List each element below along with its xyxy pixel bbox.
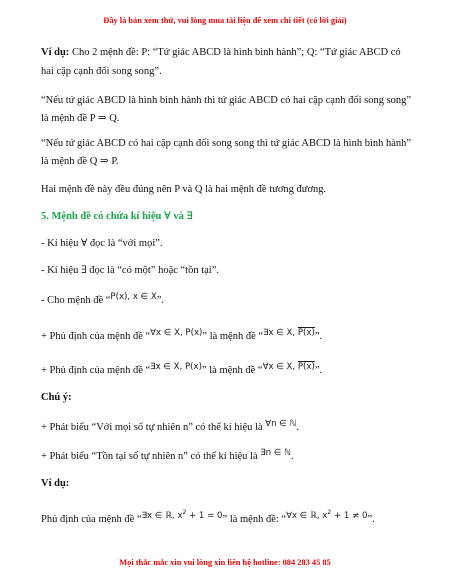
example1-line2: hai cặp cạnh đối song song”. <box>41 66 162 77</box>
hotline-banner: Mọi thắc mắc xin vui lòng xin liên hệ hotline: 084 283 45 85 <box>119 558 331 567</box>
note-line2-formula: ∃n ∈ ℕ <box>260 448 291 458</box>
bullet-exists: - Kí hiệu ∃ đọc là “có một” hoặc “tồn tại”. <box>41 265 220 276</box>
negation1-result-formula <box>263 327 315 340</box>
note-line1-end: . <box>296 422 300 433</box>
bullet-forall: - Kí hiệu ∀ đọc là “với mọi”. <box>41 238 163 249</box>
example2-formula2-b: + 1 ≠ 0 <box>331 511 368 521</box>
note-line1 <box>41 421 299 435</box>
section5-heading: 5. Mệnh đề có chứa kí hiệu ∀ và ∃ <box>41 211 193 222</box>
negation2 <box>41 364 322 378</box>
given-formula: P(x), x ∈ X <box>110 292 157 302</box>
example2-line <box>41 510 375 527</box>
given-prefix: - Cho mệnh đề “ <box>41 295 111 306</box>
negation1-result-a: ∃x ∈ X, <box>263 328 298 338</box>
negation1-mid: ” là mệnh đề “ <box>202 331 264 342</box>
para1-line1: “Nếu tứ giác ABCD là hình bình hành thì tứ giác ABCD có hai cặp cạnh đối song song” <box>41 95 412 106</box>
negation1-formula: ∀x ∈ X, P(x) <box>150 328 203 338</box>
note-line2-end: . <box>290 451 294 462</box>
example2-prefix: Phủ định của mệnh đề “ <box>41 514 142 525</box>
given-suffix: ”. <box>156 295 165 306</box>
negation2-result-b: P(x) <box>297 362 315 372</box>
negation1-result-b: P(x) <box>297 328 315 338</box>
example2-mid: ” là mệnh đề: “ <box>222 514 287 525</box>
negation2-result-formula <box>263 361 315 374</box>
note-line1-text: + Phát biểu “Với mọi số tự nhiên n” có thể kí hiệu là <box>41 422 266 433</box>
example2-formula1-exp: 2 <box>182 509 187 516</box>
negation1-prefix: + Phủ định của mệnh đề “ <box>41 331 151 342</box>
para2-line1: “Nếu tứ giác ABCD có hai cặp cạnh đối song song thì tứ giác ABCD là hình bình hành” <box>41 138 412 149</box>
negation1-suffix: ”. <box>314 331 323 342</box>
negation2-suffix: ”. <box>314 365 323 376</box>
example2-formula1-b: + 1 = 0 <box>186 511 223 521</box>
bullet-given <box>41 294 164 308</box>
negation2-result-a: ∀x ∈ X, <box>262 362 298 372</box>
para1-line2: là mệnh đề P ⇒ Q. <box>41 113 120 124</box>
negation1 <box>41 330 322 344</box>
negation2-mid: ” là mệnh đề “ <box>201 365 263 376</box>
note-line1-formula: ∀n ∈ ℕ <box>265 419 297 429</box>
note-line2 <box>41 450 294 464</box>
example2-formula2 <box>286 506 367 523</box>
para3: Hai mệnh đề này đều đúng nên P và Q là hai mệnh đề tương đương. <box>41 184 327 195</box>
example2-formula1 <box>142 506 223 523</box>
example2-label: Ví dụ: <box>41 478 70 489</box>
negation2-prefix: + Phủ định của mệnh đề “ <box>41 365 151 376</box>
example1-text: Cho 2 mệnh đề: P: “Tứ giác ABCD là hình bình hành”; Q: “Tứ giác ABCD có <box>69 47 401 58</box>
note-line2-text: + Phát biểu “Tồn tại số tự nhiên n” có thể kí hiệu là <box>41 451 261 462</box>
example2-suffix: ”. <box>367 514 375 525</box>
example2-formula2-a: ∀x ∈ ℝ, x <box>286 511 328 521</box>
negation2-formula: ∃x ∈ X, P(x) <box>150 362 202 372</box>
example2-formula1-a: ∃x ∈ ℝ, x <box>141 511 183 521</box>
note-label: Chú ý: <box>41 392 72 403</box>
example-label: Ví dụ: <box>41 47 70 58</box>
example1-line1 <box>41 46 401 59</box>
preview-banner: Đây là bản xem thử, vui lòng mua tài liệu để xem chi tiết (có lời giải) <box>103 16 347 25</box>
para2-line2: là mệnh đề Q ⇒ P. <box>41 156 119 167</box>
example2-formula2-exp: 2 <box>327 509 332 516</box>
